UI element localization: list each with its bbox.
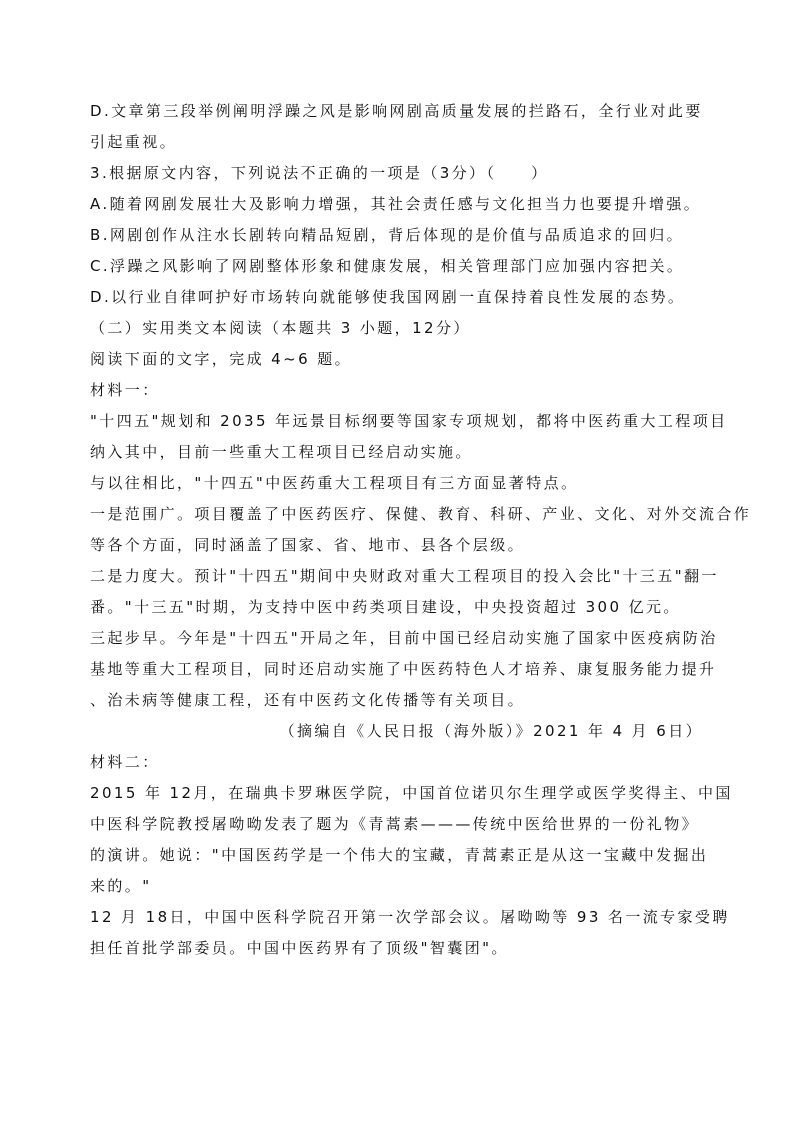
text-line: 来的。" — [90, 877, 152, 895]
source-citation: （摘编自《人民日报（海外版）》2021 年 4 月 6日） — [279, 722, 703, 740]
text-line: 2015 年 12月，在瑞典卡罗琳医学院，中国首位诺贝尔生理学或医学奖得主、中国 — [90, 784, 733, 802]
option-c: C.浮躁之风影响了网剧整体形象和健康发展，相关管理部门应加强内容把关。 — [90, 257, 685, 275]
text-line: 的演讲。她说："中国医药学是一个伟大的宝藏，青蒿素正是从这一宝藏中发掘出 — [90, 846, 709, 864]
instruction: 阅读下面的文字，完成 4~6 题。 — [90, 350, 352, 368]
option-d: D.以行业自律呵护好市场转向就能够使我国网剧一直保持着良性发展的态势。 — [90, 288, 686, 306]
text-line: 基地等重大工程项目，同时还启动实施了中医药特色人才培养、康复服务能力提升 — [90, 660, 717, 678]
text-line: 、治未病等健康工程，还有中医药文化传播等有关项目。 — [90, 691, 526, 709]
text-line: 担任首批学部委员。中国中医药界有了顶级"智囊团"。 — [90, 939, 509, 957]
text-line: 三起步早。今年是"十四五"开局之年，目前中国已经启动实施了国家中医疫病防治 — [90, 629, 718, 647]
material-label: 材料一： — [90, 381, 160, 399]
text-line: 引起重视。 — [90, 133, 178, 151]
text-line: "十四五"规划和 2035 年远景目标纲要等国家专项规划，都将中医药重大工程项目 — [90, 412, 728, 430]
option-b: B.网剧创作从注水长剧转向精品短剧，背后体现的是价值与品质追求的回归。 — [90, 226, 685, 244]
option-a: A.随着网剧发展壮大及影响力增强，其社会责任感与文化担当力也要提升增强。 — [90, 195, 702, 213]
section-heading: （二）实用类文本阅读（本题共 3 小题，12分） — [90, 319, 471, 337]
document-body — [90, 96, 752, 964]
text-line: 12 月 18日，中国中医科学院召开第一次学部会议。屠呦呦等 93 名一流专家受聘 — [90, 908, 730, 926]
text-line: 一是范围广。项目覆盖了中医药医疗、保健、教育、科研、产业、文化、对外交流合作 — [90, 505, 752, 523]
text-line: 番。"十三五"时期，为支持中医中药类项目建设，中央投资超过 300 亿元。 — [90, 598, 681, 616]
text-line: D.文章第三段举例阐明浮躁之风是影响网剧高质量发展的拦路石，全行业对此要 — [90, 102, 703, 120]
question-stem: 3.根据原文内容，下列说法不正确的一项是（3分）（ ） — [90, 164, 549, 182]
text-line: 等各个方面，同时涵盖了国家、省、地市、县各个层级。 — [90, 536, 526, 554]
text-line: 中医科学院教授屠呦呦发表了题为《青蒿素———传统中医给世界的一份礼物》 — [90, 815, 700, 833]
material-label: 材料二： — [90, 753, 160, 771]
text-line: 与以往相比，"十四五"中医药重大工程项目有三方面显著特点。 — [90, 474, 579, 492]
text-line: 二是力度大。预计"十四五"期间中央财政对重大工程项目的投入会比"十三五"翻一 — [90, 567, 719, 585]
text-line: 纳入其中，目前一些重大工程项目已经启动实施。 — [90, 443, 473, 461]
